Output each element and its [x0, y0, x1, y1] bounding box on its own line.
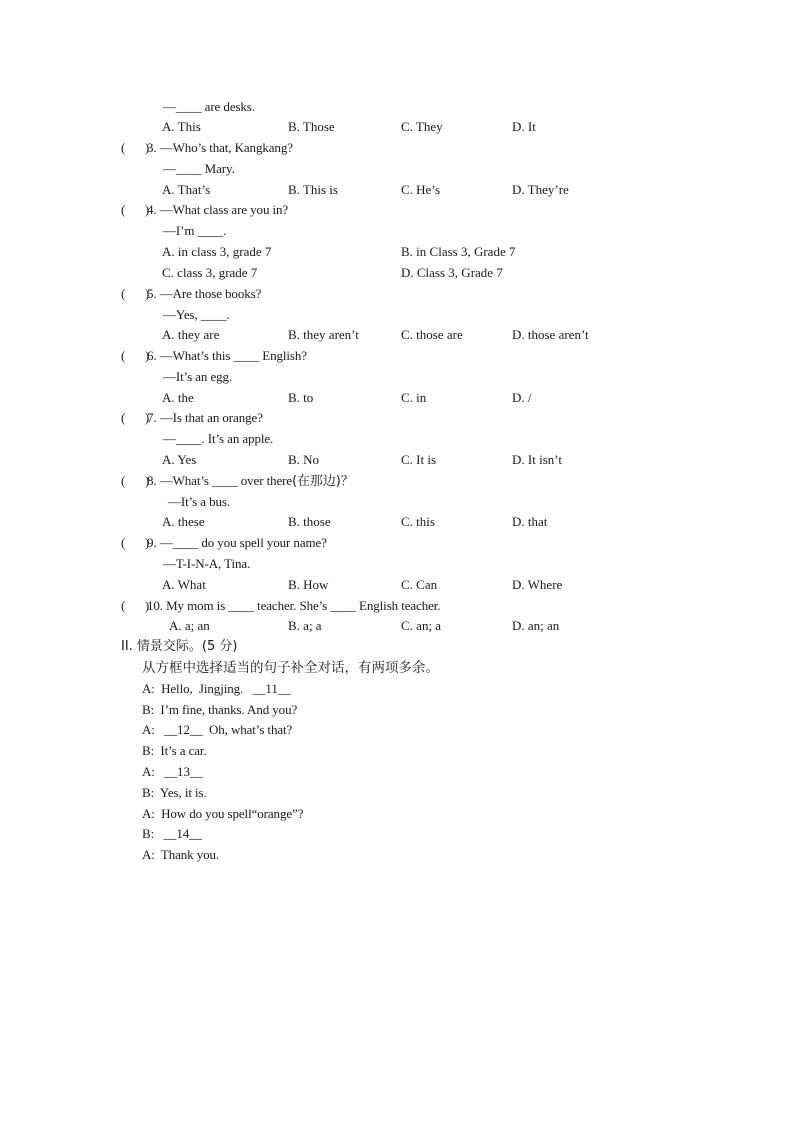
q4-option-a: A. in class 3, grade 7: [162, 244, 272, 259]
q5-answer-line: —Yes, ____.: [163, 307, 230, 322]
q8-option-a: A. these: [162, 514, 205, 529]
q9-option-d: D. Where: [512, 577, 563, 592]
q8-option-d: D. that: [512, 514, 548, 529]
q7-option-b: B. No: [288, 452, 320, 467]
q8-question-gloss: (在那边)？: [292, 474, 354, 489]
q8-answer-bracket: ( ): [121, 473, 150, 488]
q6-answer-line: —It’s an egg.: [163, 369, 233, 384]
q3-answer-line: —____ Mary.: [163, 161, 235, 176]
q7-answer-line: —____. It’s an apple.: [163, 431, 274, 446]
q4-option-c: C. class 3, grade 7: [162, 265, 258, 280]
dialog-line: B: It’s a car.: [142, 743, 207, 758]
q10-option-d: D. an; an: [512, 618, 560, 633]
q3-option-d: D. They’re: [512, 182, 569, 197]
q7-option-c: C. It is: [401, 452, 437, 467]
dialog-line: A: __13__: [142, 764, 203, 779]
q10-option-c: C. an; a: [401, 618, 442, 633]
q4-answer-line: —I’m ____.: [163, 223, 227, 238]
q7-answer-bracket: ( ): [121, 410, 150, 425]
dialog-line: A: Thank you.: [142, 847, 220, 862]
q3-question: 3. —Who’s that, Kangkang?: [147, 140, 293, 155]
q10-option-b: B. a; a: [288, 618, 322, 633]
q4-option-b: B. in Class 3, Grade 7: [401, 244, 516, 259]
section-2-instruction: 从方框中选择适当的句子补全对话，有两项多余。: [142, 660, 439, 676]
q6-answer-bracket: ( ): [121, 348, 150, 363]
q2-option-d: D. It: [512, 119, 536, 134]
q8-answer-line: —It’s a bus.: [168, 494, 230, 509]
dialog-line: B: Yes, it is.: [142, 785, 207, 800]
q3-option-c: C. He’s: [401, 182, 440, 197]
q5-answer-bracket: ( ): [121, 286, 150, 301]
q4-question: 4. —What class are you in?: [147, 202, 289, 217]
q3-option-b: B. This is: [288, 182, 338, 197]
section-2-heading: II. 情景交际。(5 分): [121, 639, 238, 654]
dialog-line: A: How do you spell“orange”?: [142, 806, 304, 821]
q10-answer-bracket: ( ): [121, 598, 150, 613]
q9-option-c: C. Can: [401, 577, 438, 592]
q8-option-b: B. those: [288, 514, 331, 529]
q5-option-a: A. they are: [162, 327, 220, 342]
q9-answer-bracket: ( ): [121, 535, 150, 550]
dialog-line: A: Hello, Jingjing. __11__: [142, 681, 291, 696]
dialog-line: A: __12__ Oh, what’s that?: [142, 722, 293, 737]
q9-option-b: B. How: [288, 577, 329, 592]
q4-option-d: D. Class 3, Grade 7: [401, 265, 503, 280]
q10-option-a: A. a; an: [169, 618, 210, 633]
q9-question: 9. —____ do you spell your name?: [147, 535, 327, 550]
q6-option-b: B. to: [288, 390, 314, 405]
q3-option-a: A. That’s: [162, 182, 211, 197]
q10-question: 10. My mom is ____ teacher. She’s ____ English teacher.: [147, 598, 441, 613]
q6-option-d: D. /: [512, 390, 532, 405]
q2-answer-line: —____ are desks.: [163, 99, 255, 114]
q8-option-c: C. this: [401, 514, 435, 529]
q7-question: 7. —Is that an orange?: [147, 410, 263, 425]
q5-option-d: D. those aren’t: [512, 327, 589, 342]
q5-question: 5. —Are those books?: [147, 286, 262, 301]
q7-option-d: D. It isn’t: [512, 452, 562, 467]
dialog-line: B: __14__: [142, 826, 202, 841]
q2-option-a: A. This: [162, 119, 201, 134]
q3-answer-bracket: ( ): [121, 140, 150, 155]
q5-option-b: B. they aren’t: [288, 327, 359, 342]
q4-answer-bracket: ( ): [121, 202, 150, 217]
q2-option-b: B. Those: [288, 119, 335, 134]
q6-option-a: A. the: [162, 390, 194, 405]
q8-question-text: 8. —What’s ____ over there: [147, 473, 293, 488]
q2-option-c: C. They: [401, 119, 443, 134]
q5-option-c: C. those are: [401, 327, 463, 342]
q9-option-a: A. What: [162, 577, 206, 592]
q6-question: 6. —What’s this ____ English?: [147, 348, 307, 363]
q8-question: [147, 473, 354, 490]
q7-option-a: A. Yes: [162, 452, 197, 467]
dialog-line: B: I’m fine, thanks. And you?: [142, 702, 298, 717]
q6-option-c: C. in: [401, 390, 427, 405]
q9-answer-line: —T-I-N-A, Tina.: [163, 556, 251, 571]
